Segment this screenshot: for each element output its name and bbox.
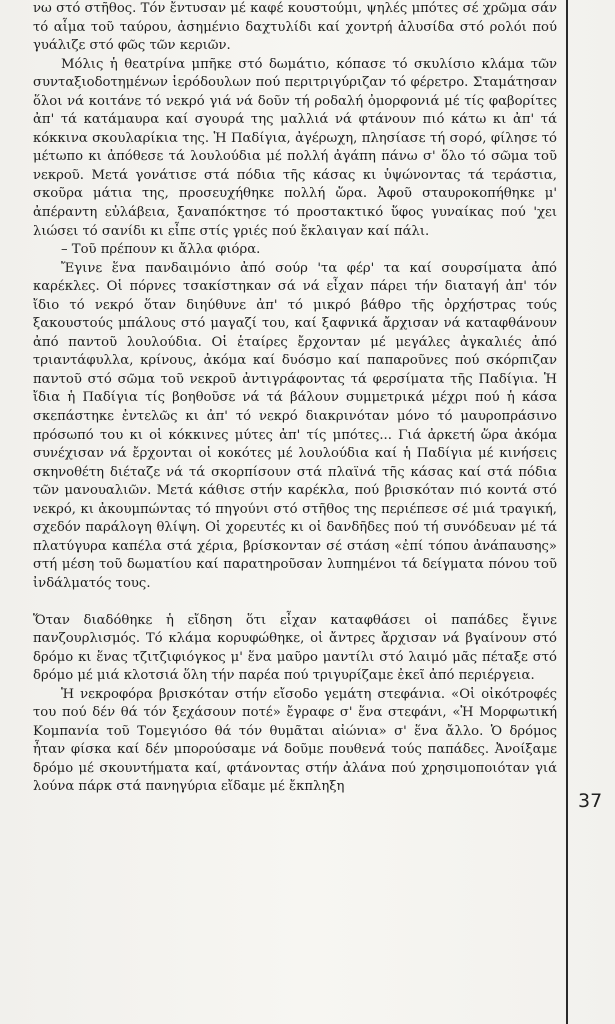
- margin-rule: [566, 0, 568, 1024]
- page-number: 37: [578, 790, 603, 812]
- paragraph-actress-enters: Μόλις ἡ θεατρίνα μπῆκε στό δωμάτιο, κόπασε τό σκυλίσιο κλάμα τῶν συνταξιοδοτημένων ἱερόδουλων πού περιτριγύριζαν τό φέρετρο. Σταμάτησαν ὅλοι νά κοιτάνε τό νεκρό γιά νά δοῦν τή ροδαλή ὀμορφονιά μέ τίς φαβορίτες ἀπ' τά κατάμαυρα καί σγουρά της μαλλιά νά φτάνουν πιό κάτω κι ἀπ' τά κόκκινα σκουλαρίκια της. Ἡ Παδίγια, ἀγέρωχη, πλησίασε τή σορό, φίλησε τό μέτωπο κι ἀπόθεσε τά λουλούδια μέ πολλή ἀγάπη πάνω σ' ὅλο τό σῶμα τοῦ νεκροῦ. Μετά γονάτισε στά πόδια τῆς κάσας κι ὑψώνοντας τά τεράστια, σκοῦρα μάτια της, προσευχήθηκε πολλή ὥρα. Ἀφοῦ σταυροκοπήθηκε μ' ἀπέραντη εὐλάβεια, ξαναπόκτησε τό προστακτικό ὕφος γυναίκας πού 'χει λιώσει τό σανίδι κι εἶπε στίς γριές πού ἔκλαιγαν καί πάλι.: [33, 56, 557, 239]
- paragraph-pandemonium: Ἔγινε ἕνα πανδαιμόνιο ἀπό σούρ 'τα φέρ' τα καί σουρσίματα ἀπό καρέκλες. Οἱ πόρνες τσακίστηκαν σά νά εἶχαν πάρει τήν διαταγή ἀπ' τόν ἴδιο τό νεκρό ὅταν διηύθυνε ἀπ' τό μικρό βάθρο τῆς ὀρχήστρας τούς ξακουστούς μπάλους στό μαγαζί του, καί ξαφνικά ἄρχισαν νά καταφθάνουν ἀπό παντοῦ λουλούδια. Οἱ ἑταίρες ἔρχονταν μέ μεγάλες ἀγκαλιές ἀπό τριαντάφυλλα, κρίνους, ἀκόμα καί δυόσμο καί παπαροῦνες πού σκόρπιζαν παντοῦ στό σῶμα τοῦ νεκροῦ ἀντιγράφοντας τά φερσίματα τῆς Παδίγια. Ἡ ἴδια ἡ Παδίγια τίς βοηθοῦσε νά τά βάλουν συμμετρικά μέχρι πού ἡ κάσα σκεπάστηκε ἐντελῶς κι ἀπ' τό νεκρό διακρινόταν μόνο τό μαυροπράσινο πρόσωπό του κι οἱ κόκκινες μύτες ἀπ' τίς μπότες... Γιά ἀρκετή ὥρα ἀκόμα συνέχισαν νά ἔρχονται οἱ κοκότες μέ λουλούδια καί ἡ Παδίγια μέ κινήσεις σκηνοθέτη διέταζε νά τά σκορπίσουν στά πλαϊνά τῆς κάσας καί στά πόδια τῶν μανουαλιῶν. Μετά κάθισε στήν καρέκλα, πού βρισκόταν πιό κοντά στό νεκρό, κι ἀκουμπώντας τό πηγούνι στό στῆθος της περιέπεσε σέ μιά τραγική, σχεδόν παράλογη θλίψη. Οἱ χορευτές κι οἱ δανδῆδες πού τή συνόδευαν μέ τά πλατύγυρα καπέλα στά χέρια, βρίσκονταν σέ στάση «ἐπί τόπου ἀνάπαυσης» στή μέση τοῦ δωματίου καί παρατηροῦσαν λυπημένοι τά δείγματα πόνου τοῦ ἰνδάλματός τους.: [33, 260, 557, 591]
- paragraph-dialogue: – Τοῦ πρέπουν κι ἄλλα φιόρα.: [61, 242, 261, 258]
- paragraph-continued: νω στό στῆθος. Τόν ἔντυσαν μέ καφέ κουστούμι, ψηλές μπότες σέ χρῶμα σάν τό αἷμα τοῦ ταύρου, ἀσημένιο δαχτυλίδι καί χοντρή ἁλυσίδα στό ρολόι πού γυάλιζε στό φῶς τῶν κεριῶν.: [33, 1, 557, 54]
- section-gap: [33, 594, 557, 612]
- paragraph-priests-arrive: Ὅταν διαδόθηκε ἡ εἴδηση ὅτι εἶχαν καταφθάσει οἱ παπάδες ἔγινε πανζουρλισμός. Τό κλάμα κορυφώθηκε, οἱ ἄντρες ἄρχισαν νά βγαίνουν στό δρόμο κι ἕνας τζιτζιφιόγκος μ' ἕνα μαῦρο μαντίλι στό λαιμό μᾶς πέταξε στό δρόμο μέ μιά κλοτσιά ὅλη τήν παρέα πού τριγυρίζαμε ἐκεῖ ἀπό περιέργεια.: [33, 612, 557, 684]
- text-column: [33, 0, 557, 797]
- paragraph-hearse: Ἡ νεκροφόρα βρισκόταν στήν εἴσοδο γεμάτη στεφάνια. «Οἱ οἰκότροφές του πού δέν θά τόν ξεχάσουν ποτέ» ἔγραφε σ' ἕνα στεφάνι, «Ἡ Μορφωτική Κομπανία τοῦ Τομεγιόσο θά τόν θυμᾶται αἰώνια» σ' ἕνα ἄλλο. Ὁ δρόμος ἦταν φίσκα καί δέν μπορούσαμε νά δοῦμε πουθενά τούς παπάδες. Ἀνοίξαμε δρόμο μέ σκουντήματα καί, φτάνοντας στήν ἀλάνα πού χρησιμοποιόταν γιά λούνα πάρκ στά πανηγύρια εἴδαμε μέ ἔκπληξη: [33, 686, 557, 795]
